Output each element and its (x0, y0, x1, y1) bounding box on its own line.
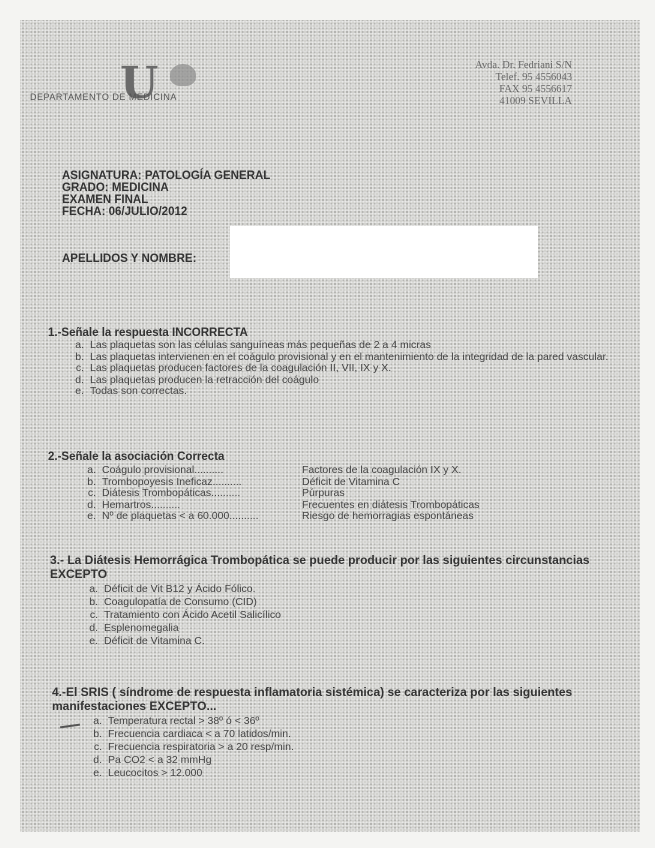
question-1 (48, 327, 618, 398)
option-left: Nº de plaquetas < a 60.000.......... (102, 510, 259, 522)
option-item (72, 622, 610, 635)
option-list (72, 583, 610, 648)
option-letter: e. (93, 767, 102, 779)
option-item (70, 465, 479, 477)
option-letter: d. (93, 754, 102, 766)
option-item (76, 715, 612, 728)
option-letter: a. (87, 464, 96, 476)
option-item (76, 741, 612, 754)
option-text: Déficit de Vitamina C. (104, 635, 205, 647)
option-item (58, 386, 618, 398)
option-text: Coagulopatía de Consumo (CID) (104, 596, 257, 608)
option-left: Trombopoyesis Ineficaz.......... (102, 475, 242, 488)
option-item (72, 609, 610, 622)
question-title: 2.-Señale la asociación Correcta (48, 451, 225, 463)
option-item (72, 635, 610, 648)
option-item (58, 363, 618, 375)
option-letter: b. (89, 596, 98, 608)
option-letter: d. (87, 498, 96, 511)
address-block (475, 60, 572, 108)
option-item (72, 583, 610, 596)
option-letter: d. (75, 373, 84, 386)
exam-type-line: EXAMEN FINAL (62, 194, 149, 206)
option-text: Frecuencia respiratoria > a 20 resp/min. (108, 741, 294, 753)
question-title: 1.-Señale la respuesta INCORRECTA (48, 327, 248, 339)
option-letter: b. (93, 728, 102, 740)
option-text: Esplenomegalia (104, 622, 179, 634)
question-title: 4.-El SRIS ( síndrome de respuesta inflamatoria sistémica) se caracteriza por las siguientes manifestaciones EXCEPTO... (52, 685, 573, 713)
address-line: FAX 95 4556617 (499, 84, 572, 95)
address-line: Telef. 95 4556043 (495, 72, 572, 83)
option-item (76, 754, 612, 767)
option-letter: c. (93, 741, 102, 753)
option-left: Hemartros.......... (102, 498, 181, 511)
option-item (76, 767, 612, 780)
option-text: Pa CO2 < a 32 mmHg (108, 754, 212, 766)
option-letter: b. (75, 350, 84, 363)
option-letter: c. (87, 487, 96, 499)
option-text: Las plaquetas producen factores de la coagulación II, VII, IX y X. (90, 362, 392, 374)
option-text: Déficit de Vit B12 y Ácido Fólico. (104, 583, 256, 595)
option-list (70, 465, 479, 523)
option-item (58, 340, 618, 352)
option-text: Tratamiento con Ácido Acetil Salicílico (104, 609, 282, 621)
date-line: FECHA: 06/JULIO/2012 (62, 206, 188, 218)
option-item (76, 728, 612, 741)
option-letter: e. (75, 385, 84, 397)
option-text: Leucocitos > 12.000 (108, 767, 203, 779)
university-logo: U (120, 58, 157, 109)
option-left: Diátesis Trombopáticas.......... (102, 487, 241, 499)
option-letter: e. (89, 635, 98, 647)
address-line: 41009 SEVILLA (499, 96, 572, 107)
subject-line: ASIGNATURA: PATOLOGÍA GENERAL (62, 170, 271, 182)
option-right: Déficit de Vitamina C (302, 475, 400, 488)
option-letter: c. (75, 362, 84, 374)
option-letter: c. (89, 609, 98, 621)
option-right: Frecuentes en diátesis Trombopáticas (302, 498, 480, 511)
option-text: Las plaquetas intervienen en el coágulo provisional y en el mantenimiento de la integridad de la pared vascular. (90, 350, 609, 363)
option-list (58, 340, 618, 398)
address-line: Avda. Dr. Fedriani S/N (475, 60, 572, 71)
option-list (76, 715, 612, 780)
question-2 (48, 451, 479, 523)
department-name: DEPARTAMENTO DE MEDICINA (30, 92, 177, 102)
option-letter: b. (87, 475, 96, 488)
degree-line: GRADO: MEDICINA (62, 182, 169, 194)
redacted-name-box (230, 226, 538, 278)
option-letter: a. (89, 583, 98, 595)
option-text: Temperatura rectal > 38º ó < 36º (108, 715, 260, 727)
name-label: APELLIDOS Y NOMBRE: (62, 253, 197, 265)
option-right: Riesgo de hemorragias espontáneas (302, 510, 474, 522)
option-letter: d. (89, 622, 98, 634)
question-3 (50, 553, 610, 648)
option-item (70, 511, 479, 523)
option-left: Coágulo provisional.......... (102, 464, 224, 476)
exam-page (20, 20, 640, 832)
option-right: Púrpuras (302, 487, 345, 499)
question-4 (52, 685, 612, 780)
logo-emblem-icon (170, 64, 196, 86)
option-right: Factores de la coagulación IX y X. (302, 464, 462, 476)
option-item (72, 596, 610, 609)
option-text: Todas son correctas. (90, 385, 187, 397)
option-item (70, 488, 479, 500)
option-letter: a. (93, 715, 102, 727)
option-letter: e. (87, 510, 96, 522)
option-text: Las plaquetas producen la retracción del coágulo (90, 373, 319, 386)
option-letter: a. (75, 339, 84, 351)
option-text: Las plaquetas son las células sanguíneas más pequeñas de 2 a 4 micras (90, 339, 431, 351)
option-text: Frecuencia cardiaca < a 70 latidos/min. (108, 728, 291, 740)
exam-header (62, 170, 270, 218)
question-title: 3.- La Diátesis Hemorrágica Trombopática se puede producir por las siguientes circunstancias EXCEPTO (50, 553, 590, 581)
